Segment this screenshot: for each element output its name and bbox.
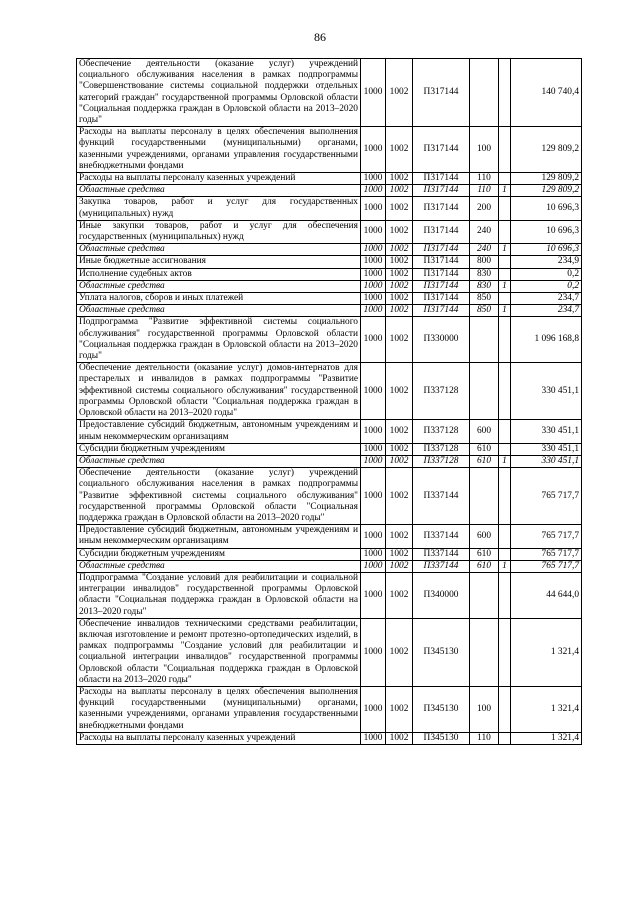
row-funding-source bbox=[499, 127, 511, 173]
row-amount: 10 696,3 bbox=[511, 244, 582, 256]
row-funding-source bbox=[499, 317, 511, 363]
row-expense-type: 610 bbox=[470, 443, 499, 455]
row-subsection: 1002 bbox=[386, 220, 413, 243]
row-amount: 1 321,4 bbox=[511, 618, 582, 686]
row-name: Уплата налогов, сборов и иных платежей bbox=[77, 293, 361, 305]
row-amount: 1 321,4 bbox=[511, 732, 582, 744]
table-row bbox=[77, 686, 582, 732]
row-subsection: 1002 bbox=[386, 548, 413, 560]
row-target-article: П317144 bbox=[413, 293, 470, 305]
row-target-article: П317144 bbox=[413, 185, 470, 197]
row-expense-type: 100 bbox=[470, 127, 499, 173]
row-funding-source bbox=[499, 618, 511, 686]
row-target-article: П337128 bbox=[413, 443, 470, 455]
row-target-article: П337144 bbox=[413, 525, 470, 548]
table-row bbox=[77, 363, 582, 420]
row-subsection: 1002 bbox=[386, 618, 413, 686]
row-expense-type bbox=[470, 572, 499, 618]
row-expense-type: 830 bbox=[470, 268, 499, 280]
row-section: 1000 bbox=[361, 268, 386, 280]
row-funding-source bbox=[499, 572, 511, 618]
row-funding-source bbox=[499, 525, 511, 548]
row-target-article: П340000 bbox=[413, 572, 470, 618]
table-row bbox=[77, 443, 582, 455]
row-name: Обеспечение деятельности (оказание услуг) домов-интернатов для престарелых и инвалидов в рамках подпрограммы "Развитие эффективной системы социального обслуживания" государственной программы Орловской области "Социальная поддержка граждан в Орловской области на 2013–2020 годы" bbox=[77, 363, 361, 420]
row-name: Областные средства bbox=[77, 244, 361, 256]
row-target-article: П317144 bbox=[413, 305, 470, 317]
row-expense-type: 600 bbox=[470, 420, 499, 443]
row-section: 1000 bbox=[361, 560, 386, 572]
row-section: 1000 bbox=[361, 280, 386, 292]
table-row bbox=[77, 173, 582, 185]
row-subsection: 1002 bbox=[386, 268, 413, 280]
row-name: Расходы на выплаты персоналу в целях обеспечения выполнения функций государственными (муниципальными) органами, казенными учреждениями, органами управления государственными внебюджетными фондами bbox=[77, 686, 361, 732]
row-subsection: 1002 bbox=[386, 280, 413, 292]
row-expense-type: 110 bbox=[470, 732, 499, 744]
row-subsection: 1002 bbox=[386, 363, 413, 420]
row-amount: 330 451,1 bbox=[511, 363, 582, 420]
row-target-article: П345130 bbox=[413, 686, 470, 732]
row-amount: 129 809,2 bbox=[511, 173, 582, 185]
row-section: 1000 bbox=[361, 173, 386, 185]
row-section: 1000 bbox=[361, 185, 386, 197]
table-row bbox=[77, 455, 582, 467]
table-row bbox=[77, 127, 582, 173]
row-amount: 765 717,7 bbox=[511, 548, 582, 560]
row-expense-type bbox=[470, 618, 499, 686]
table-row bbox=[77, 618, 582, 686]
row-name: Субсидии бюджетным учреждениям bbox=[77, 443, 361, 455]
table-row bbox=[77, 244, 582, 256]
row-subsection: 1002 bbox=[386, 317, 413, 363]
row-expense-type: 240 bbox=[470, 244, 499, 256]
row-expense-type: 200 bbox=[470, 197, 499, 220]
row-funding-source bbox=[499, 173, 511, 185]
table-row bbox=[77, 420, 582, 443]
row-name: Областные средства bbox=[77, 280, 361, 292]
row-expense-type: 610 bbox=[470, 548, 499, 560]
row-section: 1000 bbox=[361, 686, 386, 732]
row-funding-source bbox=[499, 420, 511, 443]
row-target-article: П317144 bbox=[413, 268, 470, 280]
row-target-article: П337144 bbox=[413, 468, 470, 525]
row-expense-type: 850 bbox=[470, 293, 499, 305]
row-subsection: 1002 bbox=[386, 244, 413, 256]
row-section: 1000 bbox=[361, 420, 386, 443]
table-row bbox=[77, 468, 582, 525]
row-expense-type: 100 bbox=[470, 686, 499, 732]
row-section: 1000 bbox=[361, 293, 386, 305]
row-name: Областные средства bbox=[77, 185, 361, 197]
row-subsection: 1002 bbox=[386, 185, 413, 197]
row-expense-type: 240 bbox=[470, 220, 499, 243]
row-subsection: 1002 bbox=[386, 732, 413, 744]
row-funding-source bbox=[499, 548, 511, 560]
row-expense-type: 110 bbox=[470, 173, 499, 185]
row-target-article: П317144 bbox=[413, 197, 470, 220]
row-subsection: 1002 bbox=[386, 305, 413, 317]
row-amount: 330 451,1 bbox=[511, 443, 582, 455]
row-name: Областные средства bbox=[77, 305, 361, 317]
budget-table bbox=[76, 58, 582, 745]
row-name: Исполнение судебных актов bbox=[77, 268, 361, 280]
row-name: Обеспечение деятельности (оказание услуг) учреждений социального обслуживания населения в рамках подпрограммы "Совершенствование системы социальной поддержки отдельных категорий граждан" государственной программы Орловской области "Социальная поддержка граждан в Орловской области на 2013–2020 годы" bbox=[77, 59, 361, 127]
row-name: Иные закупки товаров, работ и услуг для обеспечения государственных (муниципальных) нужд bbox=[77, 220, 361, 243]
row-name: Предоставление субсидий бюджетным, автономным учреждениям и иным некоммерческим организациям bbox=[77, 525, 361, 548]
table-row bbox=[77, 185, 582, 197]
row-target-article: П317144 bbox=[413, 280, 470, 292]
row-subsection: 1002 bbox=[386, 256, 413, 268]
row-funding-source bbox=[499, 732, 511, 744]
row-expense-type: 610 bbox=[470, 560, 499, 572]
row-funding-source: 1 bbox=[499, 305, 511, 317]
row-funding-source: 1 bbox=[499, 455, 511, 467]
row-target-article: П317144 bbox=[413, 173, 470, 185]
row-section: 1000 bbox=[361, 127, 386, 173]
row-funding-source: 1 bbox=[499, 185, 511, 197]
row-amount: 330 451,1 bbox=[511, 420, 582, 443]
row-section: 1000 bbox=[361, 468, 386, 525]
row-section: 1000 bbox=[361, 244, 386, 256]
row-target-article: П345130 bbox=[413, 618, 470, 686]
row-funding-source bbox=[499, 220, 511, 243]
row-funding-source bbox=[499, 293, 511, 305]
row-expense-type: 800 bbox=[470, 256, 499, 268]
row-name: Иные бюджетные ассигнования bbox=[77, 256, 361, 268]
row-amount: 330 451,1 bbox=[511, 455, 582, 467]
row-name: Расходы на выплаты персоналу в целях обеспечения выполнения функций государственными (муниципальными) органами, казенными учреждениями, органами управления государственными внебюджетными фондами bbox=[77, 127, 361, 173]
row-name: Расходы на выплаты персоналу казенных учреждений bbox=[77, 173, 361, 185]
row-target-article: П317144 bbox=[413, 256, 470, 268]
row-name: Подпрограмма "Развитие эффективной системы социального обслуживания" государственной программы Орловской области "Социальная поддержка граждан в Орловской области на 2013–2020 годы" bbox=[77, 317, 361, 363]
row-funding-source bbox=[499, 468, 511, 525]
row-amount: 0,2 bbox=[511, 268, 582, 280]
row-funding-source bbox=[499, 443, 511, 455]
row-section: 1000 bbox=[361, 455, 386, 467]
row-section: 1000 bbox=[361, 443, 386, 455]
table-row bbox=[77, 59, 582, 127]
table-row bbox=[77, 305, 582, 317]
row-name: Подпрограмма "Создание условий для реабилитации и социальной интеграции инвалидов" государственной программы Орловской области "Социальная поддержка граждан в Орловской области на 2013–2020 годы" bbox=[77, 572, 361, 618]
row-section: 1000 bbox=[361, 317, 386, 363]
table-row bbox=[77, 560, 582, 572]
table-row bbox=[77, 268, 582, 280]
row-funding-source bbox=[499, 197, 511, 220]
table-row bbox=[77, 732, 582, 744]
row-amount: 234,7 bbox=[511, 305, 582, 317]
row-name: Обеспечение деятельности (оказание услуг) учреждений социального обслуживания населения в рамках подпрограммы "Развитие эффективной системы социального обслуживания" государственной программы Орловской области "Социальная поддержка граждан в Орловской области на 2013–2020 годы" bbox=[77, 468, 361, 525]
row-subsection: 1002 bbox=[386, 173, 413, 185]
row-subsection: 1002 bbox=[386, 525, 413, 548]
row-section: 1000 bbox=[361, 256, 386, 268]
row-amount: 234,7 bbox=[511, 293, 582, 305]
table-row bbox=[77, 197, 582, 220]
row-subsection: 1002 bbox=[386, 127, 413, 173]
row-funding-source bbox=[499, 256, 511, 268]
row-target-article: П337128 bbox=[413, 420, 470, 443]
row-subsection: 1002 bbox=[386, 455, 413, 467]
row-amount: 129 809,2 bbox=[511, 185, 582, 197]
row-expense-type bbox=[470, 317, 499, 363]
row-section: 1000 bbox=[361, 59, 386, 127]
row-subsection: 1002 bbox=[386, 197, 413, 220]
row-funding-source: 1 bbox=[499, 560, 511, 572]
row-name: Предоставление субсидий бюджетным, автономным учреждениям и иным некоммерческим организациям bbox=[77, 420, 361, 443]
row-name: Областные средства bbox=[77, 560, 361, 572]
row-funding-source bbox=[499, 59, 511, 127]
row-expense-type bbox=[470, 468, 499, 525]
row-name: Областные средства bbox=[77, 455, 361, 467]
row-amount: 765 717,7 bbox=[511, 525, 582, 548]
row-funding-source bbox=[499, 268, 511, 280]
row-expense-type: 110 bbox=[470, 185, 499, 197]
row-target-article: П317144 bbox=[413, 220, 470, 243]
row-amount: 0,2 bbox=[511, 280, 582, 292]
row-amount: 1 321,4 bbox=[511, 686, 582, 732]
row-name: Обеспечение инвалидов техническими средствами реабилитации, включая изготовление и ремонт протезно-ортопедических изделий, в рамках подпрограммы "Создание условий для реабилитации и социальной интеграции инвалидов" государственной программы Орловской области "Социальная поддержка граждан в Орловской области на 2013–2020 годы" bbox=[77, 618, 361, 686]
row-expense-type: 850 bbox=[470, 305, 499, 317]
row-amount: 10 696,3 bbox=[511, 197, 582, 220]
row-section: 1000 bbox=[361, 732, 386, 744]
row-section: 1000 bbox=[361, 220, 386, 243]
row-expense-type: 600 bbox=[470, 525, 499, 548]
page-number: 86 bbox=[314, 30, 326, 44]
row-section: 1000 bbox=[361, 548, 386, 560]
table-row bbox=[77, 293, 582, 305]
row-amount: 1 096 168,8 bbox=[511, 317, 582, 363]
row-target-article: П317144 bbox=[413, 244, 470, 256]
row-section: 1000 bbox=[361, 618, 386, 686]
table-row bbox=[77, 525, 582, 548]
row-subsection: 1002 bbox=[386, 572, 413, 618]
table-row bbox=[77, 220, 582, 243]
table-row bbox=[77, 256, 582, 268]
row-amount: 234,9 bbox=[511, 256, 582, 268]
row-funding-source bbox=[499, 686, 511, 732]
row-amount: 10 696,3 bbox=[511, 220, 582, 243]
row-expense-type: 610 bbox=[470, 455, 499, 467]
row-target-article: П345130 bbox=[413, 732, 470, 744]
row-funding-source: 1 bbox=[499, 244, 511, 256]
row-target-article: П337128 bbox=[413, 455, 470, 467]
row-subsection: 1002 bbox=[386, 59, 413, 127]
row-subsection: 1002 bbox=[386, 293, 413, 305]
table-row bbox=[77, 572, 582, 618]
row-expense-type: 830 bbox=[470, 280, 499, 292]
row-section: 1000 bbox=[361, 363, 386, 420]
row-amount: 765 717,7 bbox=[511, 560, 582, 572]
row-expense-type bbox=[470, 363, 499, 420]
row-section: 1000 bbox=[361, 572, 386, 618]
row-target-article: П317144 bbox=[413, 127, 470, 173]
table-row bbox=[77, 548, 582, 560]
table-row bbox=[77, 280, 582, 292]
row-section: 1000 bbox=[361, 197, 386, 220]
table-row bbox=[77, 317, 582, 363]
row-section: 1000 bbox=[361, 305, 386, 317]
row-funding-source: 1 bbox=[499, 280, 511, 292]
row-funding-source bbox=[499, 363, 511, 420]
row-subsection: 1002 bbox=[386, 560, 413, 572]
row-target-article: П337144 bbox=[413, 548, 470, 560]
row-target-article: П330000 bbox=[413, 317, 470, 363]
row-target-article: П337144 bbox=[413, 560, 470, 572]
row-target-article: П317144 bbox=[413, 59, 470, 127]
row-amount: 129 809,2 bbox=[511, 127, 582, 173]
row-subsection: 1002 bbox=[386, 468, 413, 525]
row-name: Закупка товаров, работ и услуг для государственных (муниципальных) нужд bbox=[77, 197, 361, 220]
row-subsection: 1002 bbox=[386, 686, 413, 732]
row-section: 1000 bbox=[361, 525, 386, 548]
row-amount: 140 740,4 bbox=[511, 59, 582, 127]
row-amount: 44 644,0 bbox=[511, 572, 582, 618]
row-amount: 765 717,7 bbox=[511, 468, 582, 525]
budget-table-body bbox=[77, 59, 582, 745]
row-name: Субсидии бюджетным учреждениям bbox=[77, 548, 361, 560]
row-name: Расходы на выплаты персоналу казенных учреждений bbox=[77, 732, 361, 744]
row-target-article: П337128 bbox=[413, 363, 470, 420]
row-subsection: 1002 bbox=[386, 443, 413, 455]
row-expense-type bbox=[470, 59, 499, 127]
row-subsection: 1002 bbox=[386, 420, 413, 443]
